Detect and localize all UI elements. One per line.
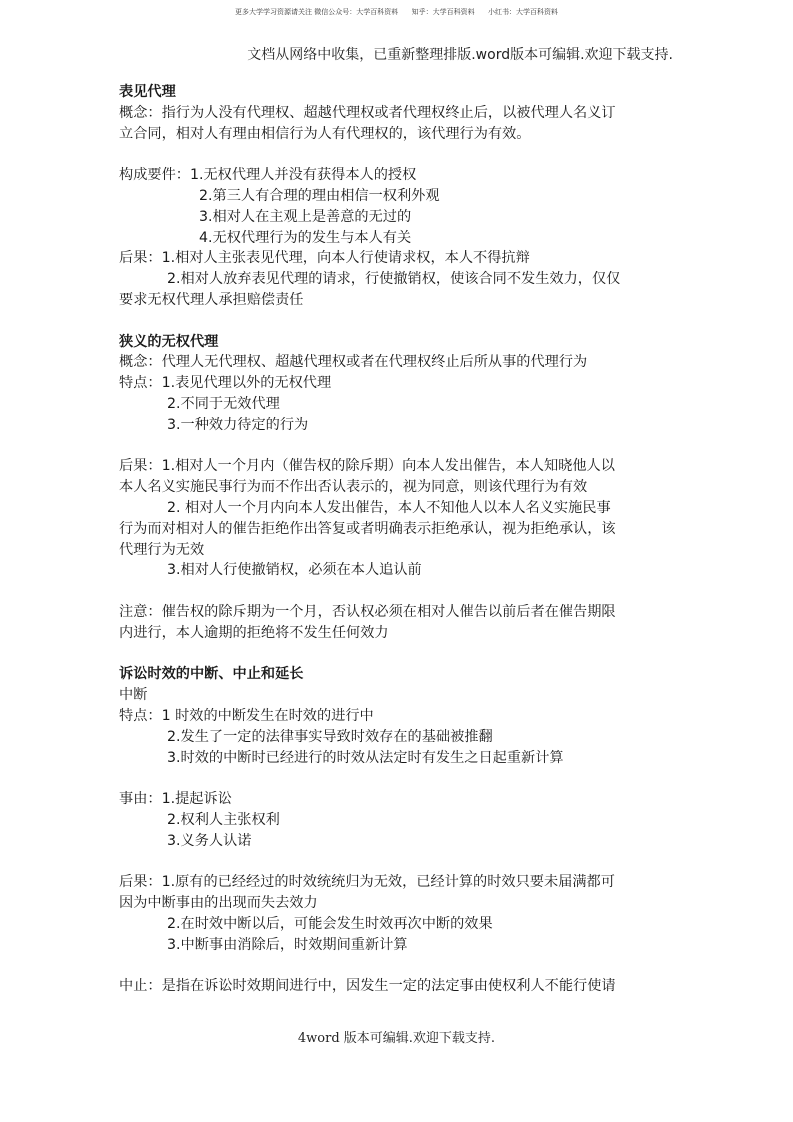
blank-line <box>119 311 679 332</box>
text-line: 代理行为无效 <box>119 541 205 558</box>
text-line: 2.不同于无效代理 <box>167 395 280 412</box>
text-line: 3.相对人行使撤销权，必须在本人追认前 <box>167 562 422 579</box>
text-line: 立合同，相对人有理由相信行为人有代理权的，该代理行为有效。 <box>119 125 531 142</box>
blank-line <box>119 768 679 789</box>
text-line: 特点：1.表见代理以外的无权代理 <box>119 375 332 392</box>
header-banner: 更多大学学习资源请关注 微信公众号：大学百科资料 知乎：大学百科资料 小红书：大学百科资料 <box>235 8 558 16</box>
text-line: 特点：1 时效的中断发生在时效的进行中 <box>119 707 374 724</box>
text-line: 2. 相对人一个月内向本人发出催告，本人不知他人以本人名义实施民事 <box>167 499 611 516</box>
text-line: 2.相对人放弃表见代理的请求，行使撤销权，使该合同不发生效力，仅仅 <box>167 271 621 288</box>
blank-line <box>119 144 679 165</box>
text-line: 中断 <box>119 687 148 704</box>
text-line: 概念：代理人无代理权、超越代理权或者在代理权终止后所从事的代理行为 <box>119 354 588 371</box>
blank-line <box>119 644 679 665</box>
text-line: 2.发生了一定的法律事实导致时效存在的基础被推翻 <box>167 728 493 745</box>
text-line: 中止：是指在诉讼时效期间进行中，因发生一定的法定事由使权利人不能行使请 <box>119 978 616 995</box>
text-line: 后果：1.原有的已经经过的时效统统归为无效，已经计算的时效只要未届满都可 <box>119 874 615 891</box>
text-line: 3.一种效力待定的行为 <box>167 416 309 433</box>
text-line: 因为中断事由的出现而失去效力 <box>119 895 318 912</box>
text-line: 2.在时效中断以后，可能会发生时效再次中断的效果 <box>167 915 493 932</box>
blank-line <box>119 581 679 602</box>
editable-notice: 文档从网络中收集，已重新整理排版.word版本可编辑.欢迎下载支持. <box>247 47 673 63</box>
text-line: 3.相对人在主观上是善意的无过的 <box>199 208 412 225</box>
section-heading: 诉讼时效的中断、中止和延长 <box>119 666 304 683</box>
blank-line <box>119 436 679 457</box>
text-line: 内进行，本人逾期的拒绝将不发生任何效力 <box>119 624 389 641</box>
text-line: 2.第三人有合理的理由相信一权利外观 <box>199 187 440 204</box>
text-line: 4.无权代理行为的发生与本人有关 <box>199 229 412 246</box>
document-body <box>119 82 679 997</box>
text-line: 注意：催告权的除斥期为一个月，否认权必须在相对人催告以前后者在催告期限 <box>119 603 616 620</box>
text-line: 事由：1.提起诉讼 <box>119 791 232 808</box>
text-line: 概念：指行为人没有代理权、超越代理权或者代理权终止后，以被代理人名义订 <box>119 104 616 121</box>
text-line: 要求无权代理人承担赔偿责任 <box>119 291 304 308</box>
blank-line <box>119 955 679 976</box>
text-line: 后果：1.相对人一个月内（催告权的除斥期）向本人发出催告，本人知晓他人以 <box>119 458 615 475</box>
blank-line <box>119 851 679 872</box>
text-line: 2.权利人主张权利 <box>167 811 280 828</box>
text-line: 后果：1.相对人主张表见代理，向本人行使请求权，本人不得抗辩 <box>119 250 530 267</box>
text-line: 3.时效的中断时已经进行的时效从法定时有发生之日起重新计算 <box>167 749 564 766</box>
text-line: 行为而对相对人的催告拒绝作出答复或者明确表示拒绝承认，视为拒绝承认，该 <box>119 520 616 537</box>
section-heading: 表见代理 <box>119 84 176 100</box>
text-line: 构成要件：1.无权代理人并没有获得本人的授权 <box>119 167 417 184</box>
page-footer: 4word 版本可编辑.欢迎下载支持. <box>297 1031 496 1046</box>
text-line: 3.义务人认诺 <box>167 832 252 849</box>
text-line: 3.中断事由消除后，时效期间重新计算 <box>167 936 408 953</box>
text-line: 本人名义实施民事行为而不作出否认表示的，视为同意，则该代理行为有效 <box>119 479 588 496</box>
section-heading: 狭义的无权代理 <box>119 333 219 350</box>
